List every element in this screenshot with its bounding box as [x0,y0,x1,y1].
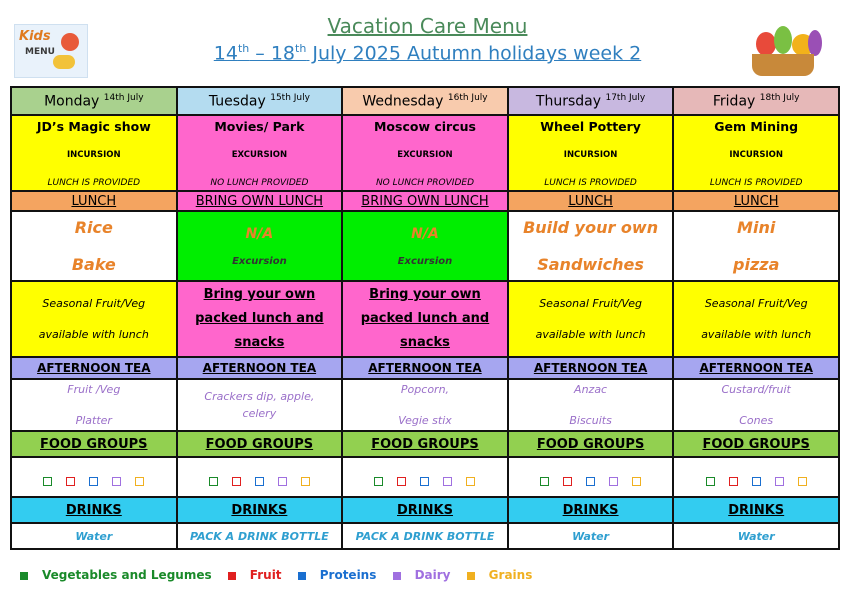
extras-line-2: available with lunch [701,328,812,341]
extras-line-2: available with lunch [535,328,646,341]
lunch-meal [342,211,508,281]
lunch-meal-row [11,211,839,281]
lunch-label [673,191,839,211]
proteins-checkbox[interactable] [586,477,595,486]
legend-square-icon [298,572,306,580]
lunch-label-text: LUNCH [568,193,613,209]
activity-row [11,115,839,191]
extras-line-1: Bring your own [203,287,316,302]
food-groups-checkboxes [342,457,508,497]
vegetables-checkbox[interactable] [706,477,715,486]
food-groups-label-row [11,431,839,457]
dairy-checkbox[interactable] [278,477,287,486]
tea-line-1: Crackers dip, apple, [204,390,315,403]
menu-table [10,86,840,550]
food-groups-label [177,431,343,457]
activity-cell [11,115,177,191]
day-date: 14th July [103,92,144,103]
legend-label: Dairy [414,568,451,582]
dairy-checkbox[interactable] [112,477,121,486]
legend-square-icon [393,572,401,580]
activity-lunch-note: NO LUNCH PROVIDED [375,177,474,188]
day-header-row [11,87,839,115]
lunch-label-text: LUNCH [733,193,779,209]
basket-body-icon [752,54,814,76]
day-header [508,87,674,115]
food-groups-checkboxes [11,457,177,497]
food-groups-label [508,431,674,457]
activity-name: Movies/ Park [214,118,305,134]
afternoon-tea-label [177,357,343,379]
activity-cell [177,115,343,191]
drinks-label [11,497,177,523]
legend-square-icon [467,572,475,580]
food-groups-label-text: FOOD GROUPS [40,436,148,452]
activity-type: INCURSION [729,149,783,160]
lunch-label-text: BRING OWN LUNCH [361,193,489,209]
day-date: 16th July [447,92,488,103]
legend-item [228,568,282,582]
proteins-checkbox[interactable] [752,477,761,486]
grains-checkbox[interactable] [632,477,641,486]
afternoon-tea-item [11,379,177,431]
tea-line-1: Custard/fruit [721,383,791,396]
legend-label: Grains [488,568,533,582]
tea-line-1: Popcorn, [400,383,450,396]
lunch-label [11,191,177,211]
grains-checkbox[interactable] [135,477,144,486]
fruit-checkbox[interactable] [66,477,75,486]
meal-line-1: N/A [245,225,274,242]
food-groups-label-text: FOOD GROUPS [536,436,645,452]
meal-line-2: Excursion [397,255,453,267]
food-groups-checkboxes [673,457,839,497]
tea-line-2: Cones [739,414,774,427]
activity-lunch-note: LUNCH IS PROVIDED [709,177,803,188]
day-name: Friday [712,93,756,110]
drink-item: Water [673,523,839,549]
day-date: 17th July [605,92,646,103]
tea-line-2: Biscuits [569,414,612,427]
drinks-label-text: DRINKS [231,502,288,518]
subtitle-mid: – 18 [249,42,296,65]
page-subtitle [0,42,855,64]
afternoon-tea-item [673,379,839,431]
meal-line-2: Sandwiches [537,255,644,274]
drinks-label [508,497,674,523]
fruit-checkbox[interactable] [232,477,241,486]
meal-line-1: Build your own [523,218,659,237]
lunch-label-text: BRING OWN LUNCH [195,193,324,209]
eggplant-icon [808,30,822,56]
subtitle-start-day: 14 [213,42,238,65]
food-groups-label-text: FOOD GROUPS [702,436,810,452]
leafy-veg-icon [774,26,792,54]
dairy-checkbox[interactable] [775,477,784,486]
extras-row [11,281,839,357]
day-name: Thursday [535,93,602,110]
day-name: Wednesday [362,93,444,110]
afternoon-tea-row [11,379,839,431]
extras-cell [508,281,674,357]
extras-line-1: Seasonal Fruit/Veg [704,297,808,310]
food-groups-label-text: FOOD GROUPS [371,436,479,452]
legend-square-icon [20,572,28,580]
lunch-label-text: LUNCH [71,193,117,209]
drink-item: PACK A DRINK BOTTLE [342,523,508,549]
tea-line-2: Vegie stix [398,414,452,427]
activity-name: Gem Mining [714,118,799,134]
day-header [673,87,839,115]
afternoon-tea-label-row [11,357,839,379]
drinks-label [673,497,839,523]
food-groups-checkbox-row [11,457,839,497]
food-groups-label [11,431,177,457]
food-groups-checkboxes [177,457,343,497]
activity-name: Wheel Pottery [540,118,641,134]
vegetables-checkbox[interactable] [374,477,383,486]
extras-line-2: packed lunch and [195,311,324,326]
drinks-label-text: DRINKS [65,502,122,518]
afternoon-tea-label [342,357,508,379]
activity-type: EXCURSION [397,149,453,160]
subtitle-suffix-2: th [295,42,307,55]
subtitle-suffix-1: th [237,42,250,55]
extras-line-2: packed lunch and [360,311,490,326]
drink-item: Water [508,523,674,549]
vegetables-checkbox[interactable] [43,477,52,486]
afternoon-tea-label [508,357,674,379]
food-group-legend [20,568,850,582]
tomato-icon [756,32,776,56]
lunch-meal [673,211,839,281]
activity-type: INCURSION [67,149,121,160]
lunch-meal [11,211,177,281]
dairy-checkbox[interactable] [609,477,618,486]
drinks-label-text: DRINKS [728,502,785,518]
meal-line-1: Rice [74,218,113,237]
activity-lunch-note: LUNCH IS PROVIDED [47,177,141,188]
legend-item [393,568,451,582]
drinks-row [11,523,839,549]
activity-name: Moscow circus [373,118,476,134]
fruit-icon [61,33,79,51]
afternoon-tea-item [342,379,508,431]
extras-cell [342,281,508,357]
activity-lunch-note: NO LUNCH PROVIDED [210,177,309,188]
lunch-label [508,191,674,211]
food-groups-label-text: FOOD GROUPS [205,436,314,452]
legend-label: Vegetables and Legumes [42,568,212,582]
vegetables-checkbox[interactable] [540,477,549,486]
activity-type: EXCURSION [231,149,288,160]
extras-line-3: snacks [400,335,450,350]
afternoon-tea-label-text: AFTERNOON TEA [533,361,648,375]
logo-text-bottom: MENU [25,47,55,57]
activity-cell [508,115,674,191]
afternoon-tea-label-text: AFTERNOON TEA [37,361,151,375]
activity-name: JD’s Magic show [36,118,151,134]
proteins-checkbox[interactable] [89,477,98,486]
extras-line-1: Seasonal Fruit/Veg [42,297,146,310]
fruit-checkbox[interactable] [397,477,406,486]
fruit-checkbox[interactable] [729,477,738,486]
proteins-checkbox[interactable] [420,477,429,486]
drinks-label-text: DRINKS [397,502,453,518]
vegetable-basket-icon [742,26,828,78]
lunch-label [342,191,508,211]
meal-line-1: N/A [411,225,439,242]
food-groups-label [673,431,839,457]
logo-text-top: Kids [19,29,51,44]
grains-checkbox[interactable] [798,477,807,486]
day-header [11,87,177,115]
activity-lunch-note: LUNCH IS PROVIDED [544,177,637,188]
tea-line-1: Anzac [574,383,608,396]
meal-line-2: Bake [71,255,116,274]
drinks-label [342,497,508,523]
afternoon-tea-label [11,357,177,379]
day-header [177,87,343,115]
legend-square-icon [228,572,236,580]
grains-checkbox[interactable] [466,477,475,486]
page-title: Vacation Care Menu [327,14,528,38]
meal-line-2: Excursion [232,255,287,267]
proteins-checkbox[interactable] [255,477,264,486]
legend-item [467,568,533,582]
day-name: Tuesday [208,93,266,110]
fruit-checkbox[interactable] [563,477,572,486]
subtitle-rest: July 2025 Autumn holidays week 2 [306,42,642,65]
extras-line-2: available with lunch [38,328,149,341]
lunch-meal [508,211,674,281]
lunch-label [177,191,343,211]
extras-cell [673,281,839,357]
tea-line-1: Fruit /Veg [67,383,121,396]
meal-line-2: pizza [733,255,780,274]
banana-icon [53,55,75,69]
tea-line-2: celery [242,407,277,420]
activity-type: INCURSION [563,149,618,160]
grains-checkbox[interactable] [301,477,310,486]
day-date: 15th July [270,92,310,103]
extras-cell [177,281,343,357]
extras-line-1: Seasonal Fruit/Veg [539,297,642,310]
day-date: 18th July [759,92,800,103]
kids-menu-logo [14,24,88,78]
legend-label: Proteins [319,568,377,582]
extras-cell [11,281,177,357]
vegetables-checkbox[interactable] [209,477,218,486]
afternoon-tea-label-text: AFTERNOON TEA [202,361,317,375]
afternoon-tea-item [508,379,674,431]
day-header [342,87,508,115]
lunch-meal [177,211,343,281]
lunch-label-row [11,191,839,211]
day-name: Monday [44,93,100,110]
meal-line-1: Mini [737,218,776,237]
drinks-label-text: DRINKS [562,502,619,518]
drinks-label [177,497,343,523]
legend-item [298,568,377,582]
activity-cell [673,115,839,191]
afternoon-tea-label-text: AFTERNOON TEA [368,361,482,375]
legend-item [20,568,212,582]
extras-line-3: snacks [234,335,285,350]
food-groups-label [342,431,508,457]
drink-item: Water [11,523,177,549]
activity-cell [342,115,508,191]
extras-line-1: Bring your own [369,287,481,302]
afternoon-tea-item [177,379,343,431]
drink-item: PACK A DRINK BOTTLE [177,523,343,549]
dairy-checkbox[interactable] [443,477,452,486]
afternoon-tea-label-text: AFTERNOON TEA [699,361,813,375]
drinks-label-row [11,497,839,523]
afternoon-tea-label [673,357,839,379]
legend-label: Fruit [249,568,282,582]
tea-line-2: Platter [75,414,112,427]
food-groups-checkboxes [508,457,674,497]
